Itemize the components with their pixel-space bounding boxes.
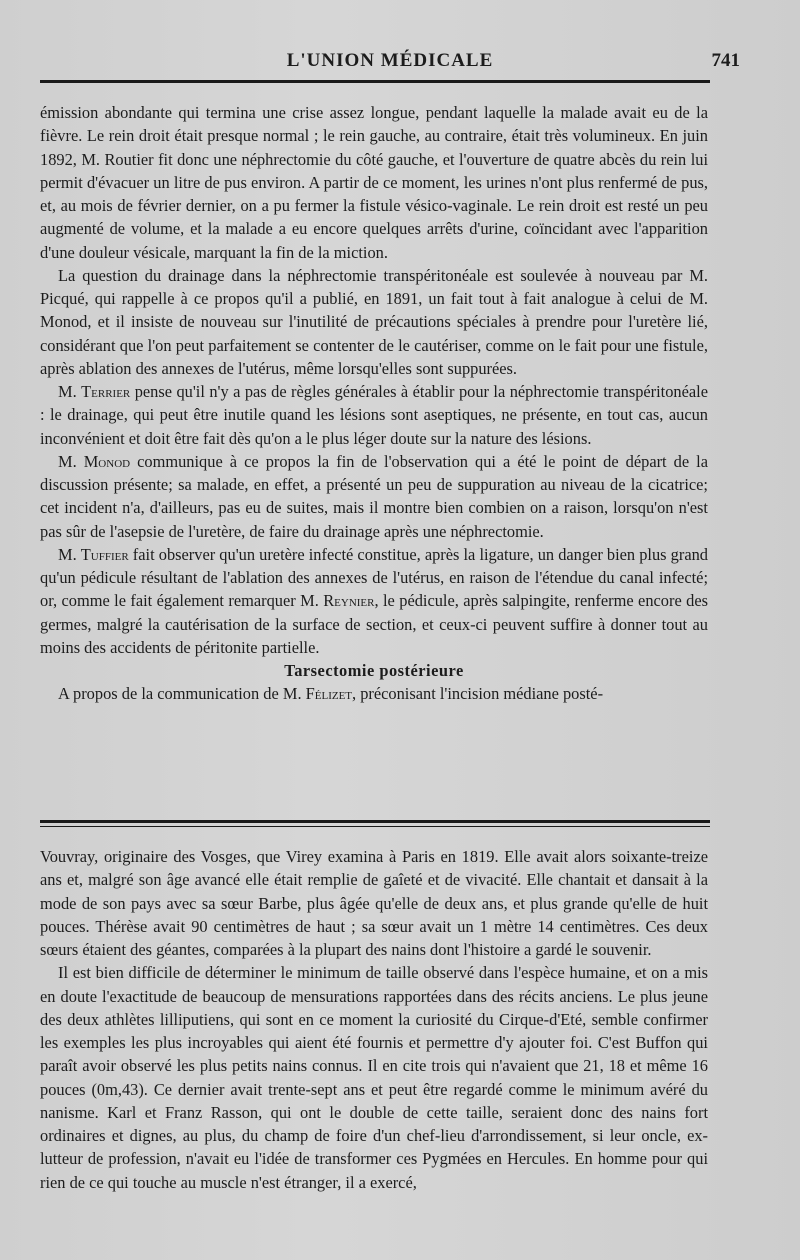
- author-name: Terrier: [81, 382, 131, 401]
- author-name: Félizet: [305, 684, 353, 704]
- page-number: 741: [711, 50, 740, 71]
- feuilleton-rule-top: [40, 820, 710, 823]
- author-name: Reynier: [323, 591, 375, 611]
- paragraph-monod: M. Monod communique à ce propos la fin de l'observation qui a été le point de départ de la discussion présente; sa malade, en effet, a présenté un peu de suppuration au niveau de la cicatrice; cet incident n'a, d'ailleurs, pas eu de suites, mais il montre bien combien on a raison, lorsqu'on n'est pas sûr de l'asepsie de l'uretère, de faire du drainage après une néphrectomie.: [40, 451, 709, 541]
- header-rule: [40, 80, 710, 83]
- paragraph-picque: La question du drainage dans la néphrectomie transpéritonéale est soulevée à nouveau par M. Picqué, qui rappelle à ce propos qu'il a publié, en 1891, un fait tout à fait analogue à celui de M. Monod, et il insiste de nouveau sur l'inutilité de précautions spéciales à prendre pour l'uretère lié, considérant que l'on peut parfaitement se contenter de le cautériser, comme on le fait pour une fistule, après ablation des annexes de l'utérus, même lorsqu'elles sont suppurées.: [40, 265, 708, 378]
- page-header: [40, 50, 740, 76]
- paragraph-vouvray: Vouvray, originaire des Vosges, que Virey examina à Paris en 1819. Elle avait alors soixante-treize ans et, malgré son âge avancé elle était remplie de gaîeté et de vivacité. Elle chantait et dansait à la mode de son pays avec sa sœur Barbe, plus âgée qu'elle de deux ans, et plus grande qu'elle de huit pouces. Thérèse avait 90 centimètres de haut ; sa sœur avait un 1 mètre 14 centimètres. Ces deux sœurs étaient des géantes, comparées à la plupart des nains dont l'histoire a gardé le souvenir.: [40, 847, 708, 959]
- paragraph-tuffier: M. Tuffier fait observer qu'un uretère infecté constitue, après la ligature, un danger bien plus grand qu'un pédicule résultant de l'ablation des annexes de l'utérus, en raison de l'étendue du canal infecté; or, comme le fait également remarquer M. Reynier, le pédicule, après salpingite, renferme encore des germes, malgré la cautérisation de la surface de section, et ceux-ci peuvent suffire à donner tout au moins des accidents de péritonite partielle.: [40, 544, 708, 657]
- feuilleton-rule-bottom: [40, 826, 710, 827]
- paragraph-nanisme: Il est bien difficile de déterminer le minimum de taille observé dans l'espèce humaine, et on a mis en doute l'exactitude de beaucoup de mensurations rapportées dans des récits anciens. Le plus jeune des deux athlètes lilliputiens, qui sont en ce moment la curiosité du Cirque-d'Eté, semble confirmer les exemples les plus incroyables qui aient été fournis et permettre d'y ajouter foi. C'est Buffon qui paraît avoir observé les plus petits nains connus. Il en cite trois qui n'avaient que 21, 18 et même 16 pouces (0m,43). Ce dernier avait trente-sept ans et peut être regardé comme le minimum avéré du nanisme. Karl et Franz Rasson, qui ont le double de cette taille, seraient donc des nains fort ordinaires et dignes, au plus, du champ de foire d'un chef-lieu d'arrondissement, si leur oncle, ex-lutteur de profession, n'avait eu l'idée de transformer ces Pygmées en Hercules. En homme pour qui rien de ce qui touche au muscle n'est étranger, il a exercé,: [40, 963, 708, 1192]
- author-name: Tuffier: [80, 544, 129, 564]
- paragraph-routier-case: émission abondante qui termina une crise assez longue, pendant laquelle la malade avait eu de la fièvre. Le rein droit était presque normal ; le rein gauche, au contraire, était très volumineux. En juin 1892, M. Routier fit donc une néphrectomie du côté gauche, et l'ouverture de quatre abcès du rein lui permit d'évacuer un litre de pus environ. A partir de ce moment, les urines n'ont plus renfermé de pus, et, au mois de février dernier, on a pu fermer la fistule vésico-vaginale. Le rein droit est resté un peu augmenté de volume, et la malade a eu encore quelques arrêts d'urine, coïncidant avec l'apparition d'une douleur vésicale, marquant la fin de la miction.: [40, 103, 708, 262]
- main-article-section: [40, 101, 708, 706]
- paragraph-terrier: M. Terrier pense qu'il n'y a pas de règles générales à établir pour la néphrectomie transpéritonéale : le drainage, qui peut être inutile quand les lésions sont aseptiques, ne présente, en tout cas, aucun inconvénient et doit être fait dès qu'on a le plus léger doute sur la nature des lésions.: [40, 382, 709, 448]
- author-name: Monod: [83, 451, 131, 471]
- running-title: L'UNION MÉDICALE: [286, 50, 494, 71]
- section-heading: Tarsectomie postérieure: [284, 661, 464, 680]
- feuilleton-section: [40, 845, 708, 1194]
- paragraph-felizet: A propos de la communication de M. Félizet, préconisant l'incision médiane posté-: [58, 684, 604, 704]
